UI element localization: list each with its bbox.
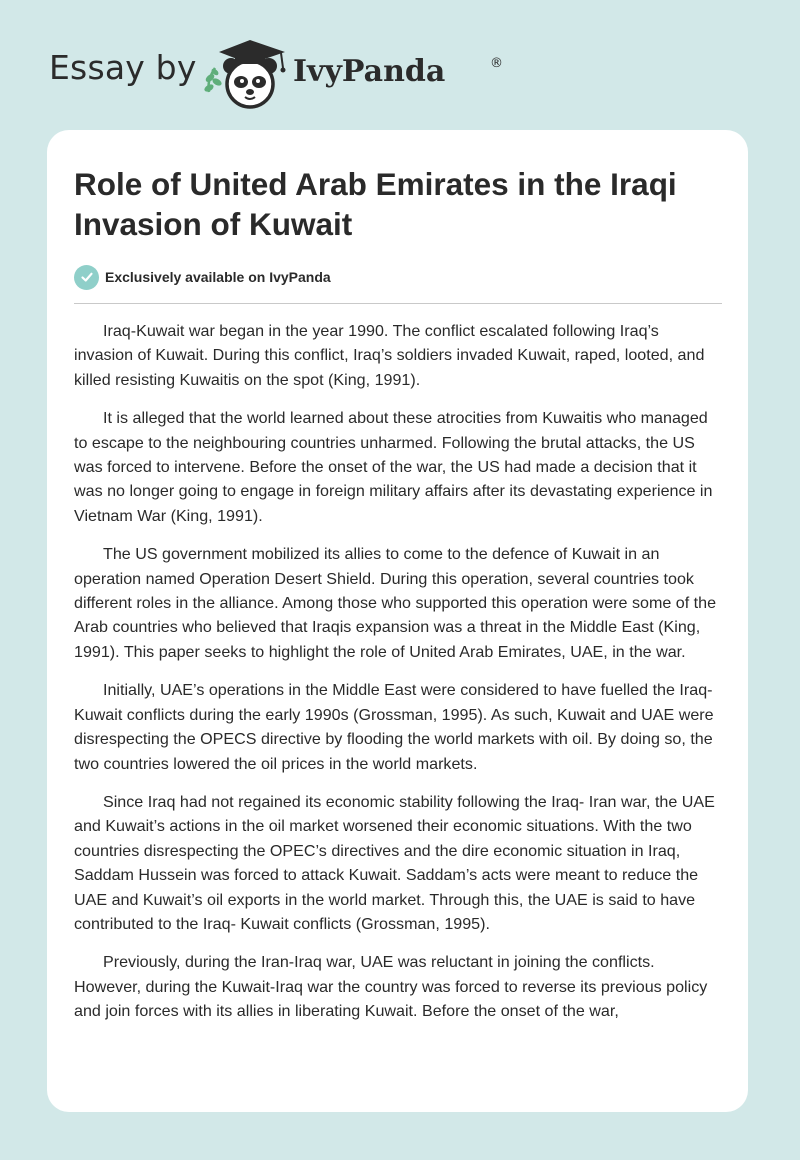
brand-name: IvyPanda [293,54,446,89]
essay-paragraph: Iraq-Kuwait war began in the year 1990. The conflict escalated following Iraq’s invasion of Kuwait. During this conflict, Iraq’s soldiers invaded Kuwait, raped, looted, and killed resisting Kuwaitis on the spot (King, 1991). [74,322,705,389]
registered-mark: ® [490,56,503,71]
essay-paragraph: Since Iraq had not regained its economic stability following the Iraq- Iran war, the UAE and Kuwait’s actions in the oil market worsened their economic situations. With the two countries disrespecting the OPEC’s directives and the dire economic situation in Iraq, Saddam Hussein was forced to attack Kuwait. Saddam’s acts were meant to reduce the UAE and Kuwait’s oil exports in the world market. Through this, the UAE is said to have contributed to the Iraq- Kuwait conflicts (Grossman, 1995). [74,792,715,933]
site-header-brand[interactable] [49,34,509,114]
divider [74,303,722,304]
essay-by-label: Essay by [49,48,197,87]
exclusive-badge [74,264,331,290]
essay-paragraph: Initially, UAE’s operations in the Middle East were considered to have fuelled the Iraq- Kuwait conflicts during the early 1990s (Grossman, 1995). As such, Kuwait and UAE were disrespecting the OPECS directive by flooding the world markets with oil. By doing so, the two countries lowered the oil prices in the world markets. [74,681,714,773]
essay-paragraph: The US government mobilized its allies to come to the defence of Kuwait in an operation named Operation Desert Shield. During this operation, several countries took different roles in the alliance. Among those who supported this operation were some of the Arab countries who believed that Iraqis expansion was a threat in the Middle East (King, 1991). This paper seeks to highlight the role of United Arab Emirates, UAE, in the war. [74,545,717,661]
essay-body [74,319,722,1038]
essay-title: Role of United Arab Emirates in the Iraqi Invasion of Kuwait [74,166,677,242]
essay-paragraph: It is alleged that the world learned about these atrocities from Kuwaitis who managed to escape to the neighbouring countries unharmed. Following the brutal attacks, the US was forced to intervene. Before the onset of the war, the US had made a decision that it was no longer going to engage in foreign military affairs after its devastating experience in Vietnam War (King, 1991). [74,409,713,525]
exclusive-badge-label: Exclusively available on IvyPanda [105,269,331,285]
check-circle-icon [74,265,99,290]
essay-paragraph: Previously, during the Iran-Iraq war, UAE was reluctant in joining the conflicts. However, during the Kuwait-Iraq war the country was forced to reverse its previous policy and join forces with its allies in liberating Kuwait. Before the onset of the war, [74,953,708,1021]
panda-graduation-cap-logo-icon [201,34,301,110]
essay-card [47,130,748,1112]
